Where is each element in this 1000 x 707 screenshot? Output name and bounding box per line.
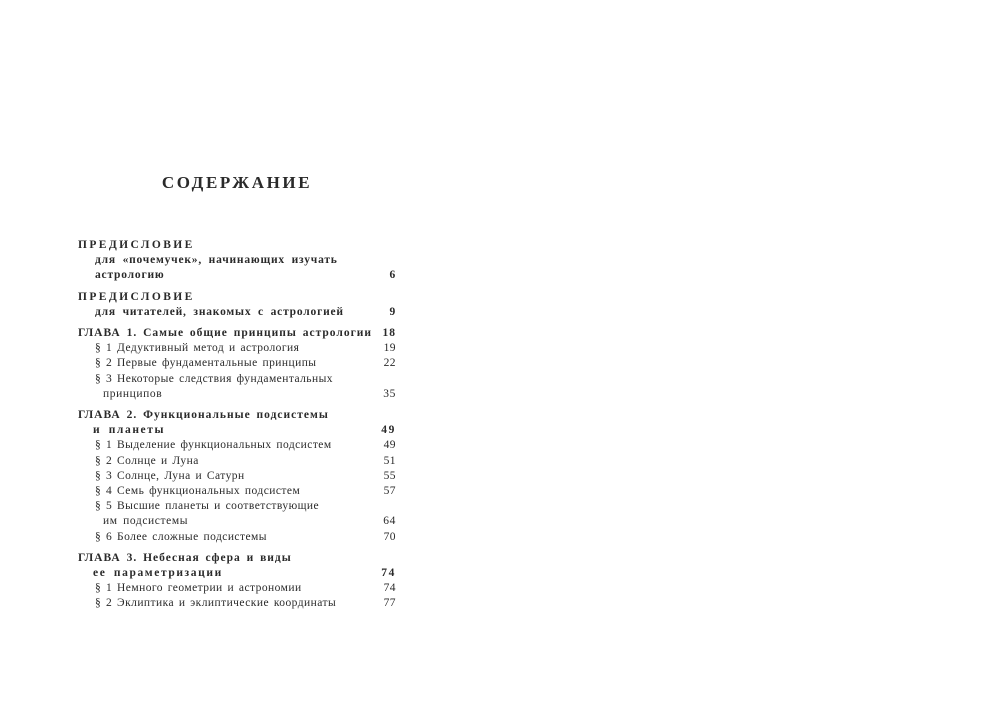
toc-page-number: 74: [381, 567, 396, 580]
toc-text: астрологию: [95, 269, 165, 282]
toc-page-number: 57: [383, 485, 396, 498]
toc-entry-row: [78, 268, 396, 283]
toc-page-number: 64: [383, 515, 396, 528]
toc-text: § 6 Более сложные подсистемы: [95, 530, 267, 543]
toc-entry-row: [78, 530, 396, 545]
toc-text: § 3 Солнце, Луна и Сатурн: [95, 469, 245, 482]
toc-heading-row: [78, 551, 396, 566]
toc-text: ГЛАВА 2. Функциональные подсистемы: [78, 409, 329, 422]
toc-text: им подсистемы: [103, 515, 189, 528]
toc-text: § 2 Солнце и Луна: [95, 454, 199, 467]
toc-entry-row: [78, 356, 396, 371]
toc-text: ГЛАВА 1. Самые общие принципы астрологии: [78, 327, 373, 340]
toc-entry-row: [78, 372, 396, 387]
toc-entry-row: [78, 514, 396, 529]
toc-text: § 5 Высшие планеты и соответствующие: [95, 500, 320, 513]
toc-heading-row: [78, 408, 396, 423]
toc-entry-row: [78, 387, 396, 402]
toc-lines-list: [78, 238, 396, 612]
toc-text: для «почемучек», начинающих изучать: [95, 254, 338, 267]
table-of-contents: [78, 175, 396, 612]
toc-text: принципов: [103, 387, 163, 400]
toc-page-number: 74: [383, 582, 396, 595]
toc-heading-row: [78, 238, 396, 253]
toc-heading-row: [78, 423, 396, 438]
toc-page-number: 18: [382, 327, 396, 340]
toc-entry-row: [78, 469, 396, 484]
toc-text: ГЛАВА 3. Небесная сфера и виды: [78, 551, 292, 564]
toc-page-number: 6: [389, 269, 396, 282]
toc-text: § 2 Первые фундаментальные принципы: [95, 357, 317, 370]
toc-entry-row: [78, 499, 396, 514]
toc-heading-row: [78, 326, 396, 341]
toc-text: и планеты: [93, 424, 166, 437]
toc-text: § 1 Дедуктивный метод и астрология: [95, 342, 300, 355]
toc-text: § 3 Некоторые следствия фундаментальных: [95, 372, 333, 385]
toc-page-number: 51: [383, 454, 396, 467]
toc-heading-row: [78, 290, 396, 305]
toc-entry-row: [78, 581, 396, 596]
toc-entry-row: [78, 341, 396, 356]
toc-page-number: 55: [383, 469, 396, 482]
toc-entry-row: [78, 438, 396, 453]
toc-entry-row: [78, 454, 396, 469]
toc-entry-row: [78, 253, 396, 268]
toc-text: § 2 Эклиптика и эклиптические координаты: [95, 597, 337, 610]
toc-page-number: 19: [383, 342, 396, 355]
toc-page-number: 77: [383, 597, 396, 610]
toc-text: для читателей, знакомых с астрологией: [95, 305, 344, 318]
toc-page-number: 35: [383, 387, 396, 400]
toc-page-number: 70: [383, 530, 396, 543]
toc-page-number: 49: [381, 424, 396, 437]
toc-page-number: 9: [389, 305, 396, 318]
toc-heading-row: [78, 566, 396, 581]
toc-text: ПРЕДИСЛОВИЕ: [78, 290, 195, 303]
contents-title: СОДЕРЖАНИЕ: [161, 173, 313, 192]
toc-entry-row: [78, 596, 396, 611]
toc-text: ее параметризации: [93, 567, 223, 580]
toc-text: § 1 Выделение функциональных подсистем: [95, 439, 332, 452]
toc-text: ПРЕДИСЛОВИЕ: [78, 239, 195, 251]
toc-text: § 4 Семь функциональных подсистем: [95, 485, 301, 498]
toc-page-number: 49: [383, 439, 396, 452]
toc-page-number: 22: [383, 357, 396, 370]
toc-entry-row: [78, 484, 396, 499]
toc-text: § 1 Немного геометрии и астрономии: [95, 582, 302, 595]
toc-entry-row: [78, 305, 396, 320]
